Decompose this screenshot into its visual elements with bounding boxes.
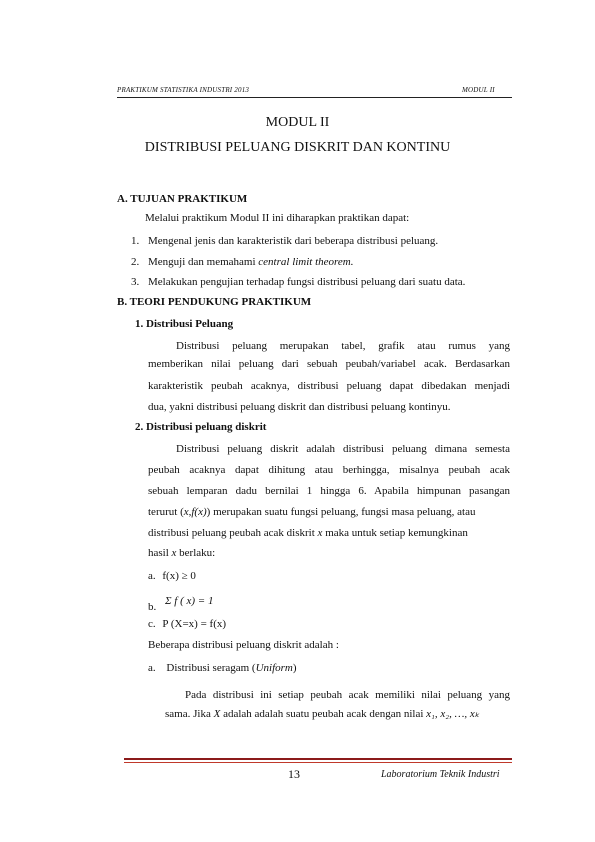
math-var: x bbox=[171, 547, 177, 559]
paragraph-line bbox=[148, 526, 510, 540]
subsection-1-heading: 1. Distribusi Peluang bbox=[135, 318, 234, 330]
condition-label: a. bbox=[148, 570, 156, 582]
footer-rule-thin bbox=[124, 762, 512, 763]
list-text-italic: central limit theorem. bbox=[258, 256, 354, 268]
text-run: Distribusi seragam ( bbox=[166, 662, 256, 674]
text-run: ) bbox=[206, 506, 211, 518]
paragraph-line: karakteristik peubah acaknya, distribusi peluang dapat dibedakan menjadi bbox=[148, 380, 510, 392]
list-item bbox=[131, 255, 354, 269]
paragraph-line bbox=[148, 505, 510, 519]
paragraph-line: peubah acaknya dapat dihitung atau berhingga, misalnya peubah acak bbox=[148, 464, 510, 476]
paragraph-line: memberikan nilai peluang dari sebuah peubah/variabel acak. Berdasarkan bbox=[148, 358, 510, 370]
paragraph-line: dua, yakni distribusi peluang diskrit dan distribusi peluang kontinyu. bbox=[148, 401, 451, 413]
condition-item bbox=[148, 569, 196, 583]
text-run: adalah adalah suatu peubah acak dengan nilai bbox=[223, 708, 424, 720]
section-a-heading: A. TUJUAN PRAKTIKUM bbox=[117, 193, 248, 205]
paragraph-line bbox=[165, 707, 515, 721]
math-var: x bbox=[317, 527, 323, 539]
section-b-heading: B. TEORI PENDUKUNG PRAKTIKUM bbox=[117, 296, 312, 308]
list-intro: Beberapa distribusi peluang diskrit adalah : bbox=[148, 639, 339, 651]
list-text: Mengenal jenis dan karakteristik dari beberapa distribusi peluang. bbox=[148, 235, 439, 247]
condition-formula: Σ f ( x) = 1 bbox=[165, 595, 214, 607]
list-item bbox=[131, 275, 465, 289]
condition-item bbox=[148, 617, 226, 631]
footer-rule bbox=[124, 758, 512, 760]
module-subtitle: DISTRIBUSI PELUANG DISKRIT DAN KONTINU bbox=[144, 140, 451, 155]
condition-label: c. bbox=[148, 618, 156, 630]
text-run: berlaku: bbox=[179, 547, 216, 559]
text-run: sama. Jika bbox=[165, 708, 211, 720]
paragraph-line: Pada distribusi ini setiap peubah acak memiliki nilai peluang yang bbox=[185, 689, 510, 701]
list-item bbox=[131, 234, 438, 248]
subsection-2-heading: 2. Distribusi peluang diskrit bbox=[135, 421, 267, 433]
text-run: terurut ( bbox=[148, 506, 184, 518]
running-header-left: PRAKTIKUM STATISTIKA INDUSTRI 2013 bbox=[117, 86, 250, 94]
condition-formula: P (X=x) = f(x) bbox=[162, 618, 227, 630]
math-values: x₁, x₂, …, xₖ bbox=[426, 708, 480, 720]
distribution-label: a. bbox=[148, 662, 156, 674]
page-number: 13 bbox=[288, 767, 300, 781]
module-title: MODUL II bbox=[265, 115, 330, 130]
list-number: 3. bbox=[131, 276, 140, 288]
math-var: X bbox=[213, 708, 221, 720]
paragraph-line: sebuah lemparan dadu bernilai 1 hingga 6. Apabila himpunan pasangan bbox=[148, 485, 510, 497]
list-text: Melakukan pengujian terhadap fungsi distribusi peluang dari suatu data. bbox=[148, 276, 466, 288]
header-rule bbox=[117, 97, 512, 98]
paragraph-line: Distribusi peluang merupakan tabel, grafik atau rumus yang bbox=[176, 340, 510, 352]
paragraph-line bbox=[148, 546, 215, 560]
text-run: distribusi peluang peubah acak diskrit bbox=[148, 527, 315, 539]
paragraph-line: Distribusi peluang diskrit adalah distribusi peluang dimana semesta bbox=[176, 443, 510, 455]
list-text: Menguji dan memahami bbox=[148, 256, 259, 268]
text-run: ) bbox=[292, 662, 297, 674]
condition-item bbox=[148, 594, 214, 613]
distribution-item bbox=[148, 661, 297, 675]
math-pair: x,f(x) bbox=[183, 506, 207, 518]
text-italic: Uniform bbox=[255, 662, 293, 674]
text-run: maka untuk setiap kemungkinan bbox=[325, 527, 468, 539]
list-number: 1. bbox=[131, 235, 140, 247]
condition-formula: f(x) ≥ 0 bbox=[162, 570, 196, 582]
text-run: hasil bbox=[148, 547, 169, 559]
condition-label: b. bbox=[148, 601, 157, 613]
footer-lab: Laboratorium Teknik Industri bbox=[381, 769, 500, 780]
list-number: 2. bbox=[131, 256, 140, 268]
running-header-right: MODUL II bbox=[462, 86, 495, 94]
text-run: merupakan suatu fungsi peluang, fungsi masa peluang, atau bbox=[213, 506, 476, 518]
section-a-intro: Melalui praktikum Modul II ini diharapkan praktikan dapat: bbox=[145, 212, 410, 224]
